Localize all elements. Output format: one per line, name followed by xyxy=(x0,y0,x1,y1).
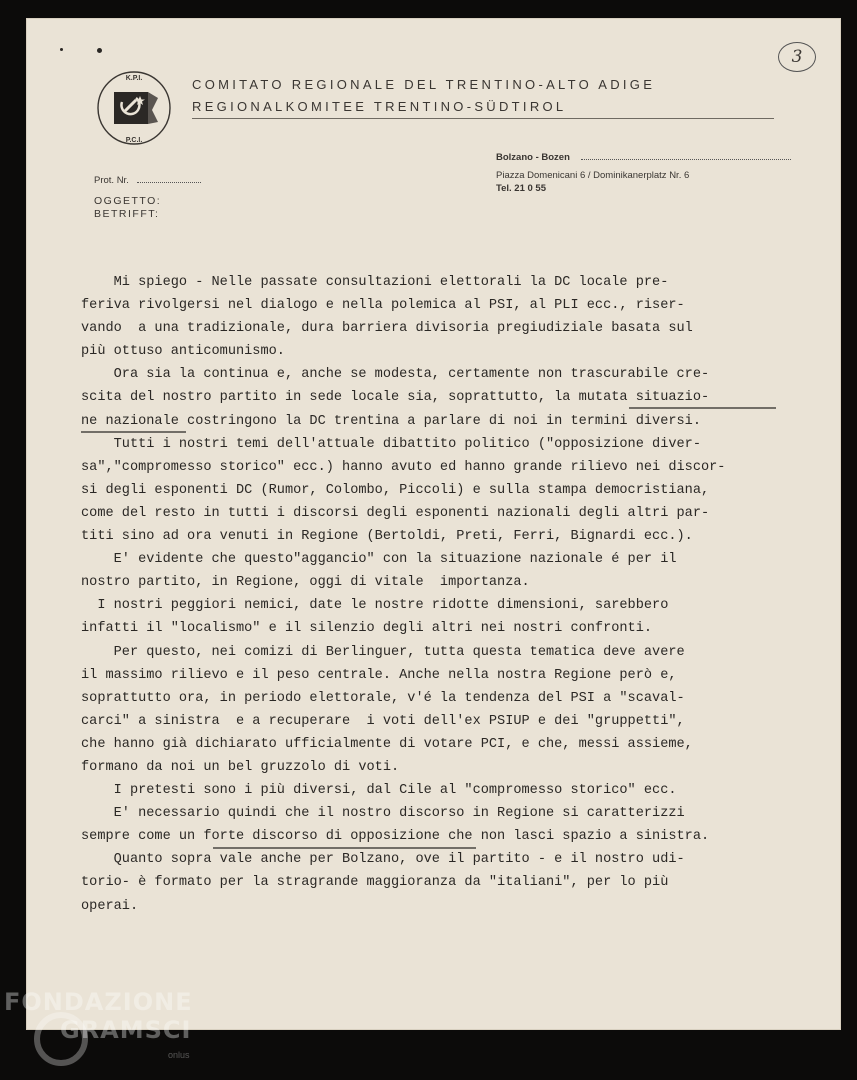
body-line: Tutti i nostri temi dell'attuale dibattito politico ("opposizione diver- xyxy=(81,436,701,452)
body-line: Quanto sopra vale anche per Bolzano, ove il partito - e il nostro udi- xyxy=(81,852,685,868)
body-line: infatti il "localismo" e il silenzio degli altri nei nostri confronti. xyxy=(81,621,653,637)
logo-text-bottom: P.C.I. xyxy=(125,137,143,144)
body-line: sempre come un forte discorso di opposizione che non lasci spazio a sinistra. xyxy=(81,829,710,845)
prot-line xyxy=(137,174,201,183)
body-line: più ottuso anticomunismo. xyxy=(81,344,285,360)
letterhead-rule xyxy=(192,118,774,119)
letter-body xyxy=(81,271,801,918)
body-line: sa","compromesso storico" ecc.) hanno avuto ed hanno grande rilievo nei discor- xyxy=(81,459,726,475)
body-line: torio- è formato per la stragrande maggioranza da "italiani", per lo più xyxy=(81,875,669,891)
body-line: Ora sia la continua e, anche se modesta, certamente non trascurabile cre- xyxy=(81,367,710,383)
body-line: E' necessario quindi che il nostro discorso in Regione si caratterizzi xyxy=(81,806,685,822)
body-line: titi sino ad ora venuti in Regione (Bertoldi, Preti, Ferri, Bignardi ecc.). xyxy=(81,529,693,545)
address-tel: Tel. 21 0 55 xyxy=(496,183,546,194)
address-line xyxy=(581,151,791,160)
body-line: come del resto in tutti i discorsi degli esponenti nazionali degli altri par- xyxy=(81,505,710,521)
body-line: operai. xyxy=(81,898,139,914)
pci-logo xyxy=(96,70,172,146)
prot-label: Prot. Nr. xyxy=(94,175,129,186)
page-number: 3 xyxy=(778,42,816,72)
watermark-line-3: onlus xyxy=(168,1050,190,1060)
body-line: feriva rivolgersi nel dialogo e nella polemica al PSI, al PLI ecc., riser- xyxy=(81,298,685,314)
body-line: che hanno già dichiarato ufficialmente di votare PCI, e che, messi assieme, xyxy=(81,736,693,752)
prot-row xyxy=(94,174,201,186)
body-line: si degli esponenti DC (Rumor, Colombo, Piccoli) e sulla stampa democristiana, xyxy=(81,482,710,498)
address-city: Bolzano - Bozen xyxy=(496,152,570,163)
watermark-line-2: GRAMSCI xyxy=(60,1016,192,1044)
letterhead-line-2: REGIONALKOMITEE TRENTINO-SÜDTIROL xyxy=(192,99,567,114)
letterhead-line-1: COMITATO REGIONALE DEL TRENTINO-ALTO ADIGE xyxy=(192,77,656,92)
body-line: carci" a sinistra e a recuperare i voti dell'ex PSIUP e dei "gruppetti", xyxy=(81,713,685,729)
logo-text-top: K.P.I. xyxy=(125,75,143,82)
body-line: formano da noi un bel gruzzolo di voti. xyxy=(81,759,400,775)
body-line: I nostri peggiori nemici, date le nostre ridotte dimensioni, sarebbero xyxy=(81,598,669,614)
oggetto-label: OGGETTO: xyxy=(94,195,162,207)
body-line: E' evidente che questo"aggancio" con la situazione nazionale é per il xyxy=(81,552,677,568)
body-line: I pretesti sono i più diversi, dal Cile al "compromesso storico" ecc. xyxy=(81,783,677,799)
body-line: Per questo, nei comizi di Berlinguer, tutta questa tematica deve avere xyxy=(81,644,685,660)
betrifft-label: BETRIFFT: xyxy=(94,208,160,220)
address-street: Piazza Domenicani 6 / Dominikanerplatz Nr. 6 xyxy=(496,170,690,181)
body-line: il massimo rilievo e il peso centrale. Anche nella nostra Regione però e, xyxy=(81,667,677,683)
body-line: nostro partito, in Regione, oggi di vitale importanza. xyxy=(81,575,530,591)
body-line: Mi spiego - Nelle passate consultazioni elettorali la DC locale pre- xyxy=(81,275,669,290)
body-line: ne nazionale costringono la DC trentina a parlare di noi in termini diversi. xyxy=(81,413,701,429)
body-line: vando a una tradizionale, dura barriera divisoria pregiudiziale basata sul xyxy=(81,321,693,337)
body-line: soprattutto ora, in periodo elettorale, v'é la tendenza del PSI a "scaval- xyxy=(81,690,685,706)
punch-hole xyxy=(60,48,63,51)
address-city-row xyxy=(496,151,791,163)
punch-hole xyxy=(97,48,102,53)
body-line: scita del nostro partito in sede locale sia, soprattutto, la mutata situazio- xyxy=(81,390,710,406)
watermark-line-1: FONDAZIONE xyxy=(4,988,193,1016)
